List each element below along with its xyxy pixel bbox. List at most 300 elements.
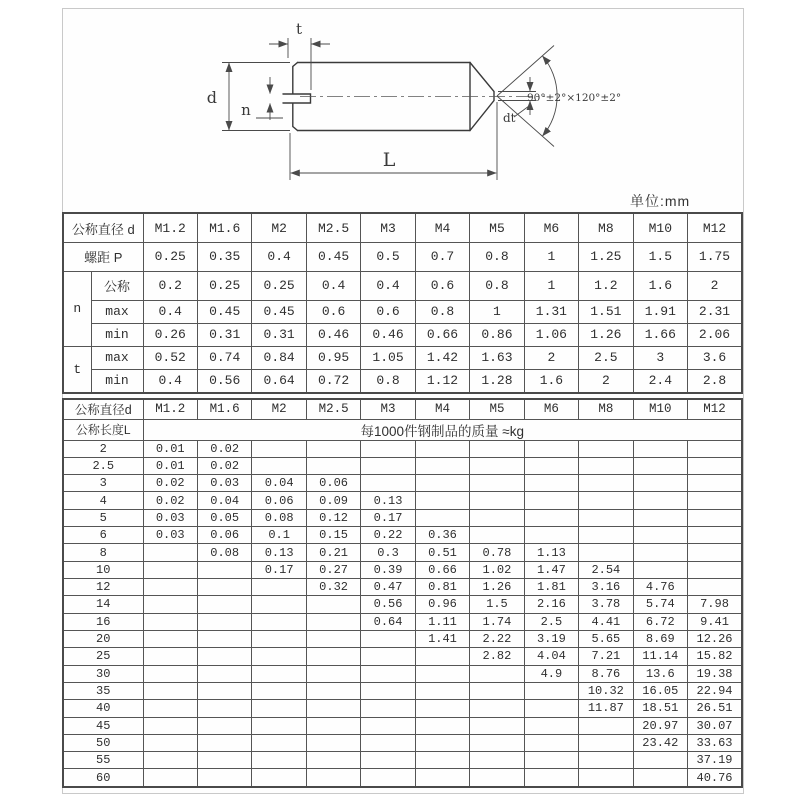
weight-cell: 0.56 <box>361 596 415 613</box>
spec-cell: 0.6 <box>361 300 415 323</box>
size-header: M2 <box>252 399 306 419</box>
weight-cell <box>688 579 742 596</box>
weight-cell <box>415 734 469 751</box>
length-header: 6 <box>63 527 143 544</box>
weight-cell: 1.81 <box>524 579 578 596</box>
spec-cell: 1.06 <box>524 323 578 346</box>
spec-cell: 1.5 <box>633 243 687 272</box>
weight-cell <box>415 457 469 474</box>
dimension-L <box>290 102 497 180</box>
weight-cell <box>361 769 415 787</box>
size-header: M1.2 <box>143 399 197 419</box>
spec-cell: 0.45 <box>252 300 306 323</box>
weight-cell <box>143 700 197 717</box>
spec-cell: 2.31 <box>688 300 742 323</box>
weight-cell: 0.66 <box>415 561 469 578</box>
weight-cell: 16.05 <box>633 682 687 699</box>
weight-cell: 5.65 <box>579 630 633 647</box>
weight-cell: 0.04 <box>197 492 251 509</box>
weight-cell <box>415 717 469 734</box>
length-header: 30 <box>63 665 143 682</box>
weight-cell <box>470 492 524 509</box>
weight-cell <box>688 509 742 526</box>
spec-cell: 0.8 <box>470 243 524 272</box>
weight-cell <box>361 665 415 682</box>
weight-cell <box>470 440 524 457</box>
spec-cell: 1.75 <box>688 243 742 272</box>
weight-cell <box>633 769 687 787</box>
weight-cell <box>470 752 524 769</box>
weight-cell: 0.51 <box>415 544 469 561</box>
weight-cell: 11.87 <box>579 700 633 717</box>
dim-label-dt: dt <box>503 111 516 125</box>
spec-cell: 0.56 <box>197 369 251 393</box>
weight-cell: 23.42 <box>633 734 687 751</box>
spec-cell: 1 <box>470 300 524 323</box>
weight-cell <box>470 475 524 492</box>
weight-cell: 0.08 <box>197 544 251 561</box>
dimension-dt <box>498 77 536 125</box>
size-header: M5 <box>470 213 524 243</box>
weight-cell <box>470 527 524 544</box>
weight-cell: 20.97 <box>633 717 687 734</box>
dim-label-t: t <box>296 20 303 38</box>
weight-cell: 1.02 <box>470 561 524 578</box>
weight-cell: 3.78 <box>579 596 633 613</box>
weight-cell <box>306 700 360 717</box>
weight-cell: 0.78 <box>470 544 524 561</box>
spec-cell: 0.52 <box>143 346 197 369</box>
spec-cell: 1.63 <box>470 346 524 369</box>
spec-cell: 0.31 <box>252 323 306 346</box>
size-header: M6 <box>524 213 578 243</box>
weight-cell: 1.13 <box>524 544 578 561</box>
length-header: 40 <box>63 700 143 717</box>
weight-cell: 0.02 <box>143 475 197 492</box>
weight-cell <box>306 752 360 769</box>
size-header: M2.5 <box>306 213 360 243</box>
weight-cell <box>579 527 633 544</box>
weight-span-note: 每1000件钢制品的质量 ≈kg <box>143 419 742 440</box>
spec-cell: 1.42 <box>415 346 469 369</box>
weight-table <box>62 398 743 788</box>
spec-cell: 0.84 <box>252 346 306 369</box>
spec-group-n: n <box>63 271 91 346</box>
length-header: 16 <box>63 613 143 630</box>
spec-cell: 1.05 <box>361 346 415 369</box>
weight-cell: 6.72 <box>633 613 687 630</box>
weight-cell: 0.02 <box>143 492 197 509</box>
spec-cell: 2.8 <box>688 369 742 393</box>
weight-cell <box>143 561 197 578</box>
weight-cell: 19.38 <box>688 665 742 682</box>
weight-cell <box>688 561 742 578</box>
weight-cell <box>470 734 524 751</box>
size-header: M4 <box>415 213 469 243</box>
size-header: M4 <box>415 399 469 419</box>
spec-cell: 0.8 <box>361 369 415 393</box>
weight-cell: 22.94 <box>688 682 742 699</box>
spec-cell: 0.86 <box>470 323 524 346</box>
weight-cell <box>306 682 360 699</box>
length-header: 5 <box>63 509 143 526</box>
spec-cell: 0.25 <box>143 243 197 272</box>
weight-cell <box>415 752 469 769</box>
weight-cell <box>633 509 687 526</box>
weight-cell: 1.74 <box>470 613 524 630</box>
size-header: M1.6 <box>197 399 251 419</box>
spec-cell: 0.26 <box>143 323 197 346</box>
weight-cell <box>579 457 633 474</box>
weight-cell: 0.32 <box>306 579 360 596</box>
weight-cell: 5.74 <box>633 596 687 613</box>
weight-cell <box>470 717 524 734</box>
weight-cell: 0.06 <box>197 527 251 544</box>
spec-cell: 0.64 <box>252 369 306 393</box>
weight-cell: 9.41 <box>688 613 742 630</box>
spec-group-t: t <box>63 346 91 393</box>
spec-pitch-label: 螺距 P <box>63 243 143 272</box>
spec-cell: 1 <box>524 243 578 272</box>
weight-cell <box>524 440 578 457</box>
weight-cell: 30.07 <box>688 717 742 734</box>
weight-cell <box>143 544 197 561</box>
weight-cell: 1.26 <box>470 579 524 596</box>
dim-label-d: d <box>206 88 217 107</box>
weight-cell: 4.41 <box>579 613 633 630</box>
weight-cell: 2.16 <box>524 596 578 613</box>
spec-cell: 0.95 <box>306 346 360 369</box>
weight-cell: 0.02 <box>197 457 251 474</box>
size-header: M2 <box>252 213 306 243</box>
weight-cell <box>143 717 197 734</box>
length-header: 14 <box>63 596 143 613</box>
weight-cell <box>306 717 360 734</box>
weight-cell <box>524 492 578 509</box>
length-header: 20 <box>63 630 143 647</box>
weight-cell <box>579 717 633 734</box>
spec-cell: 1.66 <box>633 323 687 346</box>
spec-cell: 2 <box>688 271 742 300</box>
length-header: 55 <box>63 752 143 769</box>
spec-cell: 0.31 <box>197 323 251 346</box>
weight-cell <box>306 596 360 613</box>
size-header: M5 <box>470 399 524 419</box>
weight-cell <box>252 596 306 613</box>
weight-cell: 40.76 <box>688 769 742 787</box>
weight-cell: 11.14 <box>633 648 687 665</box>
weight-cell <box>252 440 306 457</box>
weight-cell <box>306 648 360 665</box>
spec-subrow-label: 公称 <box>91 271 143 300</box>
spec-cell: 0.25 <box>197 271 251 300</box>
spec-cell: 1.91 <box>633 300 687 323</box>
length-header: 2.5 <box>63 457 143 474</box>
weight-cell: 4.76 <box>633 579 687 596</box>
weight-cell: 1.41 <box>415 630 469 647</box>
weight-cell <box>524 682 578 699</box>
weight-cell <box>143 752 197 769</box>
spec-cell: 1 <box>524 271 578 300</box>
weight-cell <box>579 734 633 751</box>
dim-label-L: L <box>382 149 396 171</box>
spec-cell: 0.66 <box>415 323 469 346</box>
weight-cell <box>252 734 306 751</box>
weight-cell <box>688 440 742 457</box>
weight-cell: 0.22 <box>361 527 415 544</box>
weight-cell: 0.17 <box>361 509 415 526</box>
spec-cell: 0.4 <box>143 300 197 323</box>
weight-cell <box>361 682 415 699</box>
weight-cell: 0.27 <box>306 561 360 578</box>
weight-cell: 0.21 <box>306 544 360 561</box>
weight-cell: 0.36 <box>415 527 469 544</box>
weight-cell: 0.01 <box>143 457 197 474</box>
weight-cell <box>633 752 687 769</box>
weight-cell <box>470 682 524 699</box>
weight-cell <box>143 734 197 751</box>
spec-cell: 0.5 <box>361 243 415 272</box>
spec-cell: 3.6 <box>688 346 742 369</box>
weight-cell: 3.16 <box>579 579 633 596</box>
weight-diameter-label: 公称直径d <box>63 399 143 419</box>
weight-cell <box>306 440 360 457</box>
weight-cell <box>470 665 524 682</box>
weight-cell <box>197 613 251 630</box>
spec-cell: 0.46 <box>306 323 360 346</box>
angle-label: 90°±2°×120°±2° <box>527 92 622 104</box>
spec-subrow-label: min <box>91 323 143 346</box>
weight-cell <box>361 440 415 457</box>
weight-cell <box>197 579 251 596</box>
weight-cell <box>361 717 415 734</box>
weight-cell: 2.82 <box>470 648 524 665</box>
weight-cell <box>143 630 197 647</box>
weight-table-body <box>63 399 742 787</box>
spec-cell: 0.46 <box>361 323 415 346</box>
length-header: 12 <box>63 579 143 596</box>
dimension-t <box>269 20 330 90</box>
spec-cell: 0.72 <box>306 369 360 393</box>
spec-cell: 2.06 <box>688 323 742 346</box>
weight-cell <box>252 717 306 734</box>
weight-cell <box>197 769 251 787</box>
spec-cell: 0.4 <box>361 271 415 300</box>
weight-cell <box>524 475 578 492</box>
weight-cell <box>197 682 251 699</box>
weight-cell: 3.19 <box>524 630 578 647</box>
weight-cell: 1.11 <box>415 613 469 630</box>
size-header: M8 <box>579 399 633 419</box>
spec-cell: 1.51 <box>579 300 633 323</box>
size-header: M10 <box>633 399 687 419</box>
weight-cell <box>197 561 251 578</box>
weight-cell <box>415 648 469 665</box>
weight-cell: 0.64 <box>361 613 415 630</box>
weight-cell <box>415 682 469 699</box>
spec-cell: 0.4 <box>306 271 360 300</box>
spec-cell: 0.45 <box>306 243 360 272</box>
spec-cell: 1.6 <box>524 369 578 393</box>
weight-cell: 7.21 <box>579 648 633 665</box>
length-header: 4 <box>63 492 143 509</box>
unit-label: 单位:mm <box>630 193 691 209</box>
weight-cell <box>361 475 415 492</box>
weight-cell <box>415 492 469 509</box>
weight-cell: 0.03 <box>197 475 251 492</box>
weight-cell: 0.13 <box>252 544 306 561</box>
spec-cell: 2 <box>579 369 633 393</box>
length-header: 3 <box>63 475 143 492</box>
weight-cell <box>633 544 687 561</box>
weight-cell <box>579 440 633 457</box>
weight-cell <box>197 700 251 717</box>
weight-cell <box>415 475 469 492</box>
weight-cell <box>143 648 197 665</box>
size-header: M6 <box>524 399 578 419</box>
spec-cell: 1.25 <box>579 243 633 272</box>
weight-cell <box>306 613 360 630</box>
weight-cell <box>252 769 306 787</box>
spec-diameter-label: 公称直径 d <box>63 213 143 243</box>
spec-cell: 0.7 <box>415 243 469 272</box>
weight-cell <box>197 717 251 734</box>
weight-cell: 10.32 <box>579 682 633 699</box>
weight-cell <box>252 648 306 665</box>
spec-cell: 2 <box>524 346 578 369</box>
length-header: 10 <box>63 561 143 578</box>
weight-cell: 0.39 <box>361 561 415 578</box>
weight-cell <box>633 457 687 474</box>
weight-cell: 0.15 <box>306 527 360 544</box>
weight-cell: 0.12 <box>306 509 360 526</box>
spec-cell: 0.6 <box>306 300 360 323</box>
weight-cell: 0.06 <box>306 475 360 492</box>
weight-cell <box>415 440 469 457</box>
weight-cell <box>415 665 469 682</box>
dimension-n <box>241 77 283 120</box>
length-header: 50 <box>63 734 143 751</box>
weight-cell <box>197 596 251 613</box>
spec-table-body <box>63 213 742 393</box>
weight-cell <box>470 509 524 526</box>
weight-cell <box>524 509 578 526</box>
set-screw-diagram <box>0 0 800 206</box>
weight-cell <box>252 630 306 647</box>
weight-length-label: 公称长度L <box>63 419 143 440</box>
weight-cell: 0.09 <box>306 492 360 509</box>
weight-cell <box>197 734 251 751</box>
weight-cell <box>197 752 251 769</box>
weight-cell: 18.51 <box>633 700 687 717</box>
weight-cell <box>579 475 633 492</box>
length-header: 2 <box>63 440 143 457</box>
spec-cell: 1.28 <box>470 369 524 393</box>
size-header: M8 <box>579 213 633 243</box>
weight-cell: 0.1 <box>252 527 306 544</box>
spec-cell: 1.31 <box>524 300 578 323</box>
weight-cell <box>524 769 578 787</box>
weight-cell <box>524 457 578 474</box>
weight-cell: 0.03 <box>143 527 197 544</box>
weight-cell: 0.81 <box>415 579 469 596</box>
weight-cell: 0.02 <box>197 440 251 457</box>
spec-cell: 0.35 <box>197 243 251 272</box>
length-header: 60 <box>63 769 143 787</box>
weight-cell <box>143 682 197 699</box>
weight-cell: 26.51 <box>688 700 742 717</box>
weight-cell <box>688 544 742 561</box>
weight-cell <box>524 527 578 544</box>
spec-cell: 0.2 <box>143 271 197 300</box>
weight-cell: 4.9 <box>524 665 578 682</box>
weight-cell <box>252 752 306 769</box>
weight-cell: 1.5 <box>470 596 524 613</box>
weight-cell: 4.04 <box>524 648 578 665</box>
weight-cell <box>143 769 197 787</box>
spec-subrow-label: max <box>91 346 143 369</box>
weight-cell: 0.04 <box>252 475 306 492</box>
weight-cell <box>470 700 524 717</box>
spec-cell: 2.5 <box>579 346 633 369</box>
spec-table <box>62 212 743 394</box>
size-header: M3 <box>361 213 415 243</box>
weight-cell <box>524 700 578 717</box>
weight-cell: 2.22 <box>470 630 524 647</box>
weight-cell <box>361 630 415 647</box>
size-header: M2.5 <box>306 399 360 419</box>
spec-cell: 1.12 <box>415 369 469 393</box>
spec-cell: 2.4 <box>633 369 687 393</box>
weight-cell: 12.26 <box>688 630 742 647</box>
weight-cell <box>252 613 306 630</box>
spec-cell: 0.4 <box>143 369 197 393</box>
weight-cell: 1.47 <box>524 561 578 578</box>
weight-cell <box>306 665 360 682</box>
weight-cell <box>524 752 578 769</box>
spec-cell: 0.4 <box>252 243 306 272</box>
weight-cell <box>524 717 578 734</box>
weight-cell <box>197 630 251 647</box>
weight-cell <box>415 509 469 526</box>
weight-cell <box>197 648 251 665</box>
spec-cell: 1.6 <box>633 271 687 300</box>
weight-cell: 0.17 <box>252 561 306 578</box>
weight-cell <box>415 769 469 787</box>
weight-cell <box>361 752 415 769</box>
weight-cell: 0.96 <box>415 596 469 613</box>
length-header: 45 <box>63 717 143 734</box>
weight-cell <box>361 700 415 717</box>
weight-cell <box>579 509 633 526</box>
weight-cell <box>688 475 742 492</box>
weight-cell <box>688 457 742 474</box>
weight-cell <box>252 579 306 596</box>
weight-cell: 33.63 <box>688 734 742 751</box>
weight-cell <box>197 665 251 682</box>
weight-cell <box>306 769 360 787</box>
weight-cell <box>633 492 687 509</box>
weight-cell <box>143 596 197 613</box>
weight-cell: 37.19 <box>688 752 742 769</box>
weight-cell <box>688 527 742 544</box>
weight-cell <box>524 734 578 751</box>
size-header: M12 <box>688 399 742 419</box>
spec-cell: 0.8 <box>415 300 469 323</box>
weight-cell <box>252 682 306 699</box>
size-header: M10 <box>633 213 687 243</box>
weight-cell <box>361 648 415 665</box>
